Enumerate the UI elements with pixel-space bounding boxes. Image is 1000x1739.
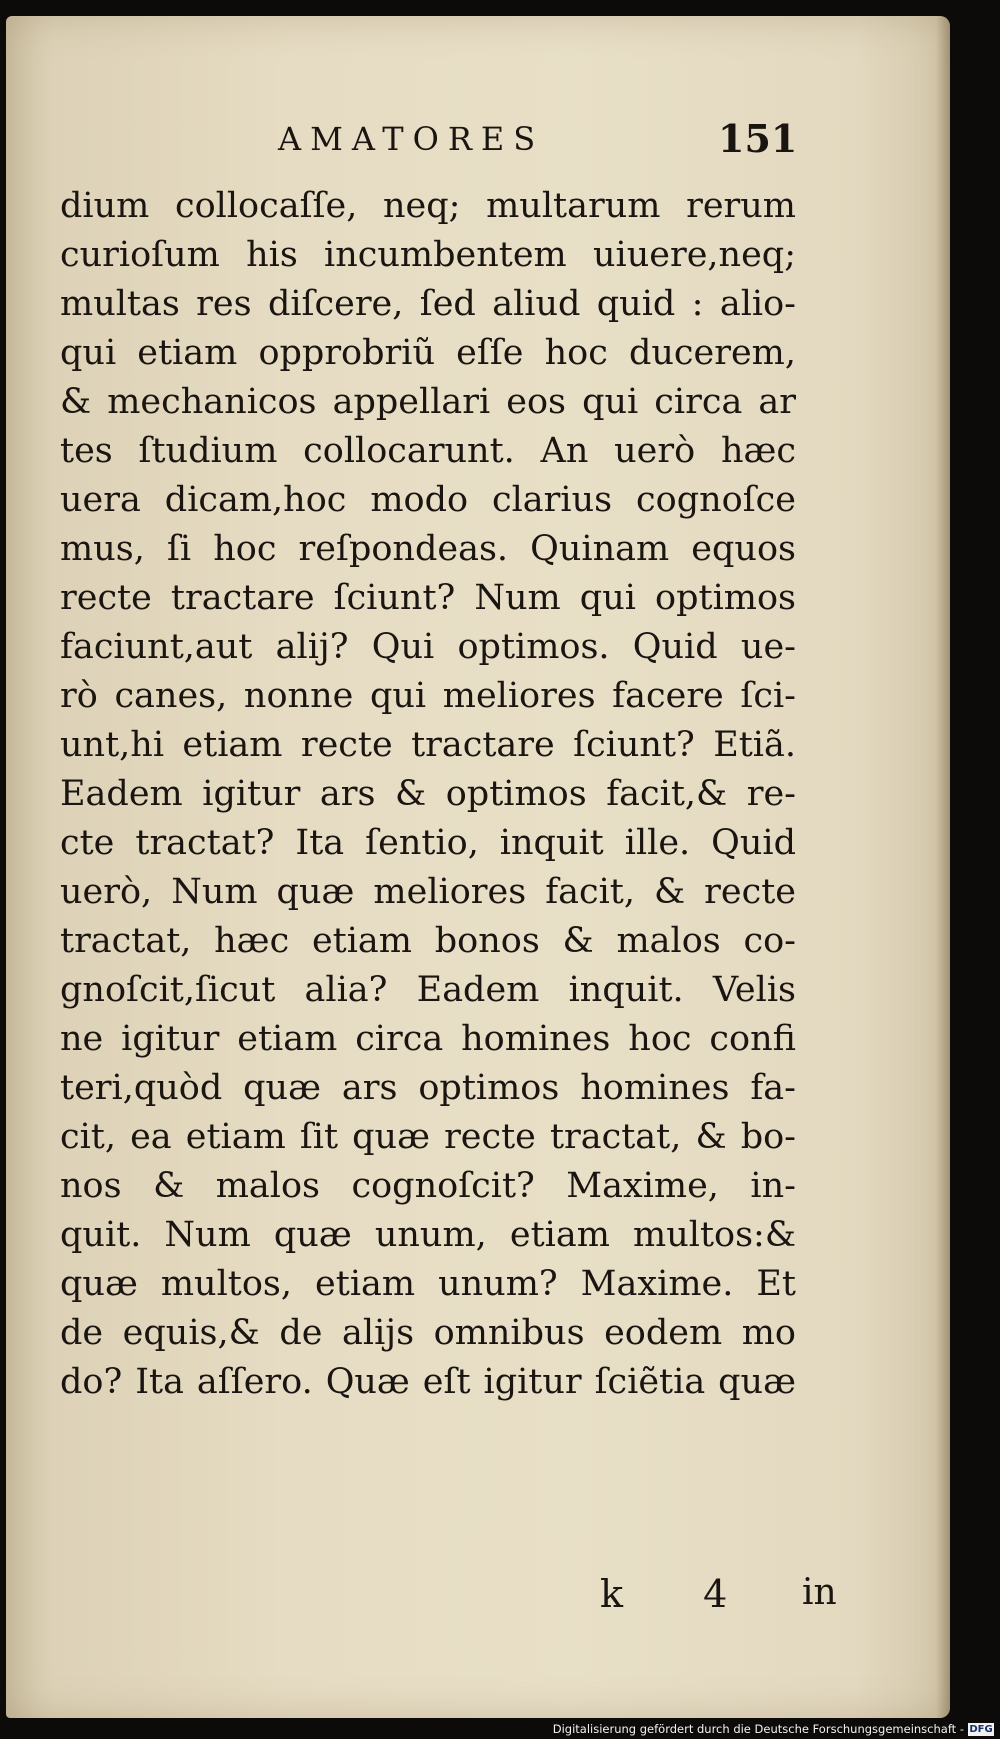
dfg-logo-icon: DFG [969, 1724, 993, 1735]
text-line: Eadem igitur ars & optimos facit,& re- [60, 774, 796, 814]
text-line: recte tractare ſciunt? Num qui optimos [60, 578, 796, 618]
page-footer [60, 1572, 860, 1622]
text-line: quæ multos, etiam unum? Maxime. Et [60, 1264, 796, 1304]
text-line: rò canes, nonne qui meliores facere ſci- [60, 676, 796, 716]
book-page [6, 16, 950, 1718]
text-line: mus, ſi hoc reſpondeas. Quinam equos [60, 529, 796, 569]
text-line: tractat, hæc etiam bonos & malos co- [60, 921, 796, 961]
signature-mark: k 4 [600, 1572, 762, 1616]
text-line: quit. Num quæ unum, etiam multos:& [60, 1215, 796, 1255]
text-line: do? Ita aſſero. Quæ eſt igitur ſciẽtia quæ [60, 1362, 796, 1402]
text-line: ne igitur etiam circa homines hoc confi [60, 1019, 796, 1059]
text-line: qui etiam opprobriũ eſſe hoc ducerem, [60, 333, 796, 373]
text-line: dium collocaſſe, neq; multarum rerum [60, 186, 796, 226]
text-line: multas res diſcere, ſed aliud quid : alio- [60, 284, 796, 324]
text-line: faciunt,aut alij? Qui optimos. Quid ue- [60, 627, 796, 667]
catchword: in [802, 1572, 837, 1613]
text-line: de equis,& de alijs omnibus eodem mo [60, 1313, 796, 1353]
text-line: cit, ea etiam ſit quæ recte tractat, & bo- [60, 1117, 796, 1157]
digitization-bar [0, 1719, 1000, 1739]
text-line: tes ſtudium collocarunt. An uerò hæc [60, 431, 796, 471]
page-number: 151 [718, 116, 798, 161]
text-line: & mechanicos appellari eos qui circa ar [60, 382, 796, 422]
text-line: unt,hi etiam recte tractare ſciunt? Etiã. [60, 725, 796, 765]
running-head: AMATORES [278, 120, 545, 158]
text-line: gnoſcit,ſicut alia? Eadem inquit. Velis [60, 970, 796, 1010]
text-line: uerò, Num quæ meliores facit, & recte [60, 872, 796, 912]
text-line: curioſum his incumbentem uiuere,neq; [60, 235, 796, 275]
text-line: teri,quòd quæ ars optimos homines fa- [60, 1068, 796, 1108]
digitization-note: Digitalisierung gefördert durch die Deutsche Forschungsgemeinschaft - [552, 1722, 964, 1736]
text-line: uera dicam,hoc modo clarius cognoſce [60, 480, 796, 520]
text-line: cte tractat? Ita ſentio, inquit ille. Quid [60, 823, 796, 863]
page-edge-shadow [936, 16, 950, 1718]
text-block [60, 182, 837, 1616]
text-line: nos & malos cognoſcit? Maxime, in- [60, 1166, 796, 1206]
